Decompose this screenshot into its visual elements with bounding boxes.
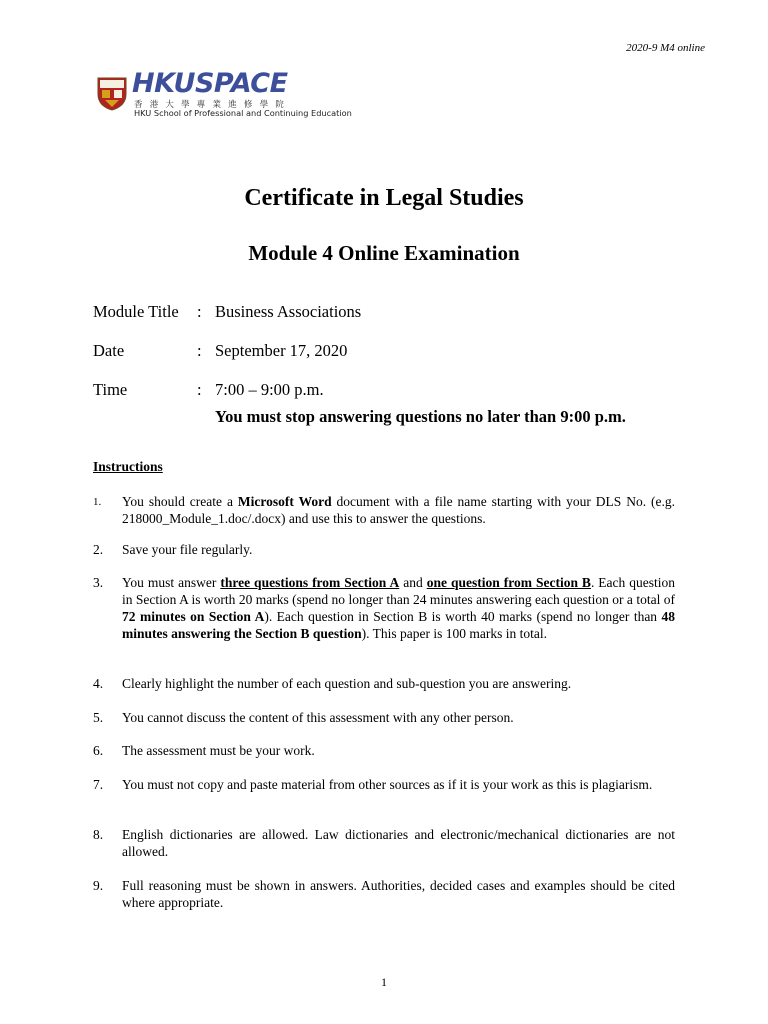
colon: : [197, 302, 202, 321]
item-text: You should create a Microsoft Word document with a file name starting with your DLS No. (e.g. 218000_Module_1.doc/.docx) and use this to answer the questions. [122, 494, 676, 526]
item-number: 9. [93, 878, 104, 893]
module-title-label: Module Title [93, 302, 179, 321]
instruction-item [93, 776, 675, 793]
time-label: Time [93, 380, 128, 399]
instruction-item [93, 742, 675, 759]
instruction-item [93, 709, 675, 726]
item-text: The assessment must be your work. [122, 743, 315, 758]
page-number: 1 [381, 975, 387, 989]
item-number: 3. [93, 575, 104, 590]
item-number: 1. [93, 496, 102, 508]
instruction-item [93, 675, 675, 692]
item-text: Save your file regularly. [122, 542, 253, 557]
module-title-value: Business Associations [215, 302, 362, 321]
stop-note: You must stop answering questions no later than 9:00 p.m. [215, 407, 626, 426]
colon: : [197, 341, 202, 360]
time-value: 7:00 – 9:00 p.m. [215, 380, 324, 399]
instruction-item [93, 574, 675, 642]
page-subtitle: Module 4 Online Examination [248, 241, 520, 265]
hku-crest-icon [96, 76, 128, 112]
item-number: 7. [93, 777, 104, 792]
item-number: 5. [93, 710, 104, 725]
logo-wordmark: HKUSPACE [132, 68, 288, 99]
instructions-heading: Instructions [93, 459, 163, 474]
instruction-item [93, 541, 675, 558]
item-number: 2. [93, 542, 104, 557]
item-text: English dictionaries are allowed. Law dictionaries and electronic/mechanical dictionaries are not allowed. [122, 827, 675, 859]
item-text: You must answer three questions from Section A and one question from Section B. Each question in Section A is worth 20 marks (spend no longer than 24 minutes answering each question or a total of 72 minutes on Section A). Each question in Section B is worth 40 marks (spend no longer than 48 minutes answering the Section B question). This paper is 100 marks in total. [122, 575, 676, 641]
item-number: 4. [93, 676, 104, 691]
item-text: You cannot discuss the content of this assessment with any other person. [122, 710, 514, 725]
colon: : [197, 380, 202, 399]
logo-english-name: HKU School of Professional and Continuing Education [134, 108, 352, 118]
date-value: September 17, 2020 [215, 341, 348, 360]
instruction-item [93, 493, 675, 527]
date-label: Date [93, 341, 125, 360]
item-text: You must not copy and paste material from other sources as if it is your work as this is plagiarism. [122, 777, 653, 792]
document-code: 2020-9 M4 online [626, 42, 705, 54]
logo-chinese-name: 香港大學專業進修學院 [134, 100, 292, 110]
item-number: 8. [93, 827, 104, 842]
item-text: Clearly highlight the number of each question and sub-question you are answering. [122, 676, 572, 691]
instruction-item [93, 826, 675, 860]
item-number: 6. [93, 743, 104, 758]
item-text: Full reasoning must be shown in answers. Authorities, decided cases and examples should be cited where appropriate. [122, 878, 675, 910]
page-title: Certificate in Legal Studies [244, 185, 524, 211]
instruction-item [93, 877, 675, 911]
hkuspace-logo [96, 68, 356, 122]
